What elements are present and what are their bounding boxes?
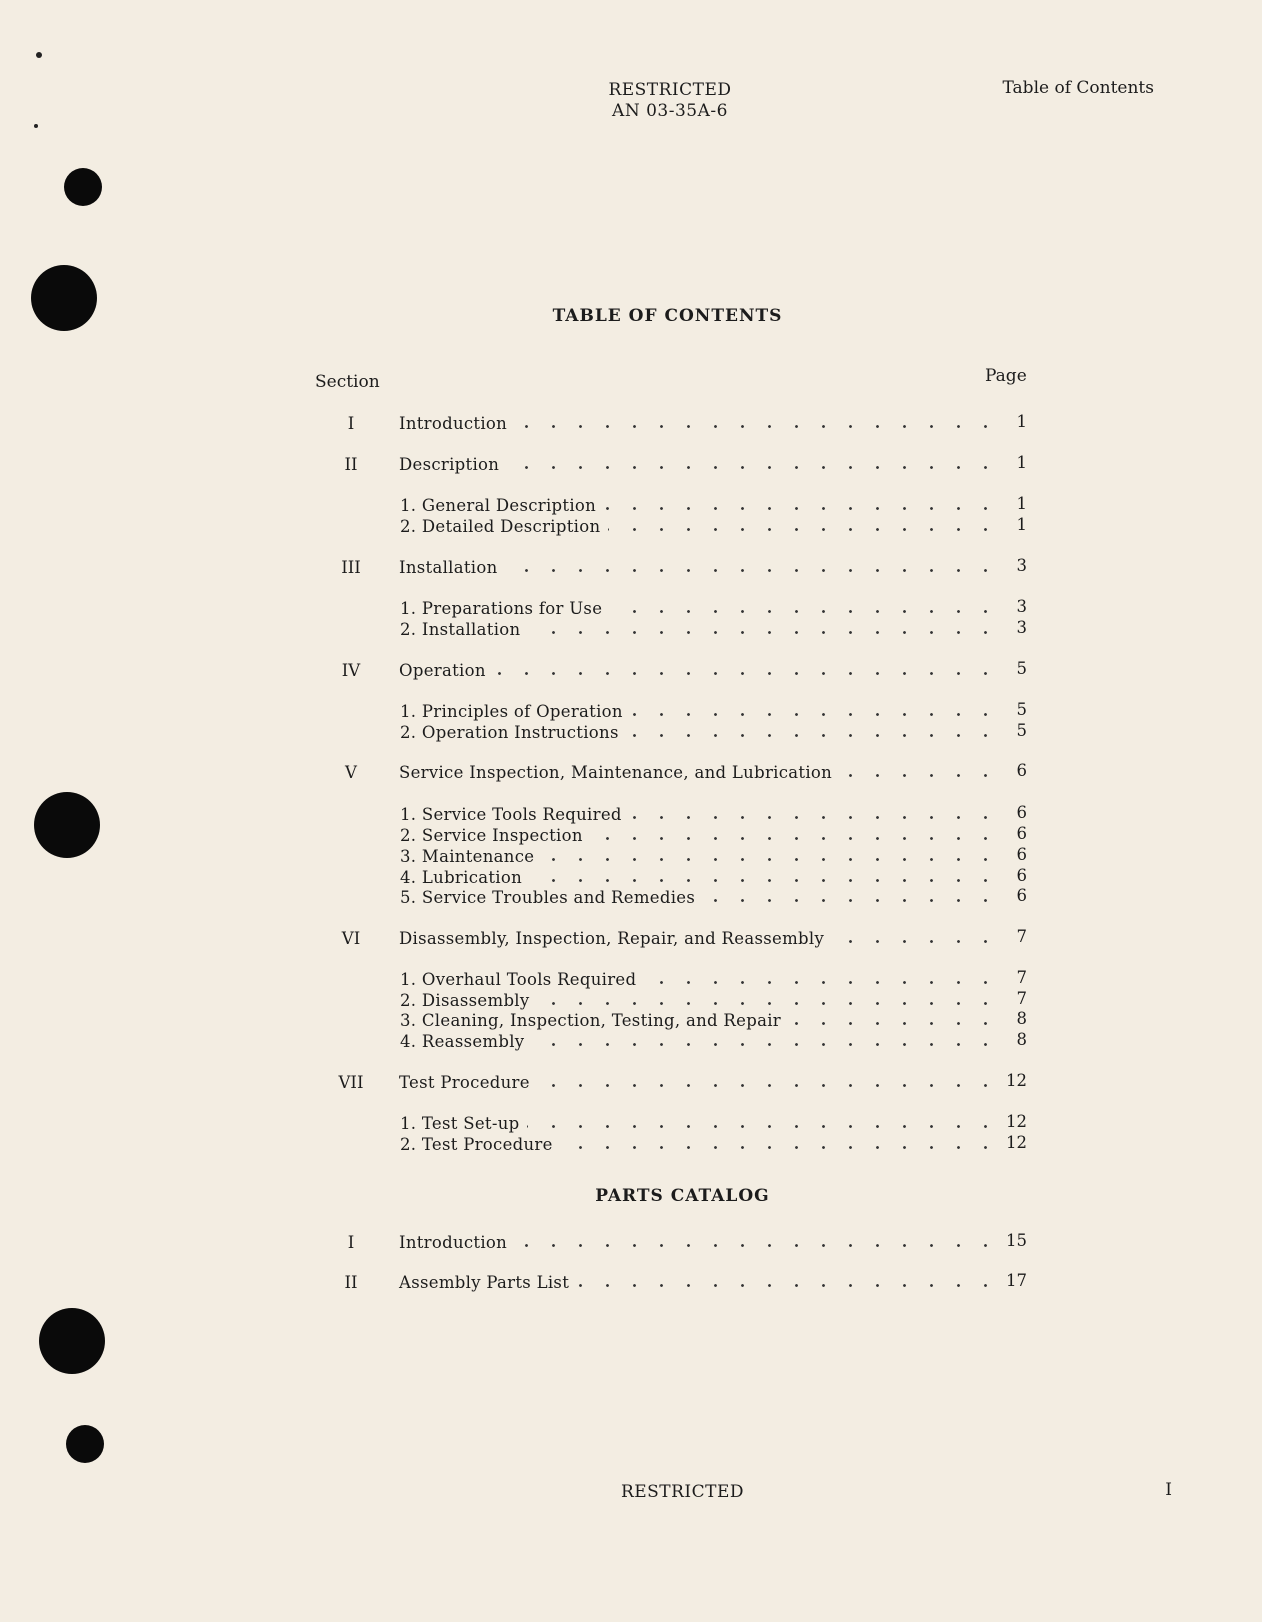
page-number: 6 (999, 845, 1027, 864)
dot-leader (840, 774, 999, 777)
toc-entry (315, 1233, 1027, 1255)
toc-subentry (315, 1032, 1027, 1054)
binder-hole (64, 168, 102, 206)
footer-page-number: I (1165, 1480, 1172, 1500)
dot-leader (507, 466, 999, 469)
entry-label: Disassembly, Inspection, Repair, and Reassembly (399, 929, 828, 948)
entry-label: Introduction (399, 414, 511, 433)
toc-entry (315, 661, 1027, 683)
entry-label: Assembly Parts List (399, 1273, 573, 1292)
toc-entry (315, 763, 1027, 785)
entry-label: 3. Maintenance (400, 847, 538, 866)
entry-label: 1. Overhaul Tools Required (400, 970, 640, 989)
entry-label: Installation (399, 558, 502, 577)
toc-subentry (315, 1011, 1027, 1033)
dot-leader (538, 1002, 999, 1005)
dot-leader (532, 1043, 999, 1046)
page-number: 1 (999, 515, 1027, 534)
page-number: 6 (999, 886, 1027, 905)
page-number: 3 (999, 556, 1027, 575)
section-number: IV (341, 661, 361, 680)
dot-leader (591, 837, 999, 840)
dot-leader (561, 1146, 999, 1149)
toc-title: TABLE OF CONTENTS (552, 306, 783, 326)
page-number: 7 (999, 989, 1027, 1008)
entry-label: Description (399, 455, 503, 474)
binder-hole (39, 1308, 105, 1374)
entry-label: 2. Detailed Description (400, 517, 604, 536)
entry-label: 4. Lubrication (400, 868, 526, 887)
entry-label: 1. Preparations for Use (400, 599, 606, 618)
toc-subentry (315, 1135, 1027, 1157)
dot-leader (627, 734, 999, 737)
page-number: 8 (999, 1030, 1027, 1049)
dot-leader (630, 816, 999, 819)
entry-label: 2. Installation (400, 620, 524, 639)
toc-subentry (315, 868, 1027, 890)
entry-label: 1. Service Tools Required (400, 805, 626, 824)
page-number: 15 (999, 1231, 1027, 1250)
toc-subentry (315, 702, 1027, 724)
toc-subentry (315, 517, 1027, 539)
parts-catalog-title: PARTS CATALOG (595, 1186, 770, 1206)
dot-leader (542, 858, 999, 861)
dot-leader (506, 569, 999, 572)
dot-leader (515, 425, 999, 428)
dot-leader (832, 940, 999, 943)
page-number: 17 (999, 1271, 1027, 1290)
section-number: II (344, 1273, 358, 1292)
entry-label: 2. Service Inspection (400, 826, 587, 845)
toc-subentry (315, 620, 1027, 642)
page-number: 6 (999, 824, 1027, 843)
section-number: I (347, 1233, 355, 1252)
page-number: 5 (999, 721, 1027, 740)
section-number: VII (338, 1073, 364, 1092)
dot-leader (703, 899, 999, 902)
toc-subentry (315, 888, 1027, 910)
entry-label: 1. General Description (400, 496, 600, 515)
page-number: 5 (999, 659, 1027, 678)
binder-hole (66, 1425, 104, 1463)
section-number: II (344, 455, 358, 474)
page-number: 12 (999, 1133, 1027, 1152)
toc-subentry (315, 496, 1027, 518)
toc-entry (315, 1073, 1027, 1095)
dot-leader (631, 713, 999, 716)
header-classification: RESTRICTED (608, 80, 732, 100)
dot-leader (515, 1244, 999, 1247)
entry-label: 1. Test Set-up (400, 1114, 523, 1133)
page-number: 7 (999, 927, 1027, 946)
section-number: I (347, 414, 355, 433)
page-number: 1 (999, 494, 1027, 513)
dot-leader (608, 528, 999, 531)
section-number: VI (341, 929, 361, 948)
page-number: 12 (999, 1071, 1027, 1090)
toc-subentry (315, 1114, 1027, 1136)
toc-subentry (315, 970, 1027, 992)
page-number: 8 (999, 1009, 1027, 1028)
page-number: 6 (999, 803, 1027, 822)
toc-entry (315, 414, 1027, 436)
toc-entry (315, 455, 1027, 477)
page-number: 7 (999, 968, 1027, 987)
page-number: 3 (999, 618, 1027, 637)
page-header (560, 80, 780, 122)
entry-label: Test Procedure (399, 1073, 534, 1092)
section-number: III (341, 558, 361, 577)
section-number: V (345, 763, 357, 782)
header-running-title: Table of Contents (1002, 78, 1154, 98)
entry-label: 1. Principles of Operation (400, 702, 627, 721)
col-header-page: Page (985, 366, 1027, 386)
col-header-section: Section (315, 372, 380, 392)
toc-entry (315, 558, 1027, 580)
page-number: 1 (999, 412, 1027, 431)
dot-leader (530, 879, 999, 882)
dot-leader (789, 1022, 999, 1025)
entry-label: 4. Reassembly (400, 1032, 528, 1051)
dot-leader (528, 631, 999, 634)
dot-leader (604, 507, 999, 510)
entry-label: 2. Disassembly (400, 991, 534, 1010)
page-number: 5 (999, 700, 1027, 719)
entry-label: 3. Cleaning, Inspection, Testing, and Repair (400, 1011, 785, 1030)
footer-classification: RESTRICTED (620, 1482, 745, 1502)
header-doc-number: AN 03-35A-6 (612, 101, 728, 121)
entry-label: 2. Operation Instructions (400, 723, 623, 742)
toc-subentry (315, 991, 1027, 1013)
page-number: 3 (999, 597, 1027, 616)
dot-leader (538, 1084, 999, 1087)
entry-label: Introduction (399, 1233, 511, 1252)
paper-speck (36, 52, 42, 58)
page-number: 12 (999, 1112, 1027, 1131)
entry-label: Operation (399, 661, 490, 680)
dot-leader (610, 610, 999, 613)
page-number: 6 (999, 866, 1027, 885)
page-number: 1 (999, 453, 1027, 472)
dot-leader (494, 672, 999, 675)
dot-leader (644, 981, 999, 984)
entry-label: Service Inspection, Maintenance, and Lubrication (399, 763, 836, 782)
toc-subentry (315, 847, 1027, 869)
dot-leader (527, 1125, 999, 1128)
paper-speck (34, 124, 38, 128)
binder-hole (34, 792, 100, 858)
toc-subentry (315, 805, 1027, 827)
toc-subentry (315, 599, 1027, 621)
toc-subentry (315, 826, 1027, 848)
entry-label: 2. Test Procedure (400, 1135, 557, 1154)
dot-leader (577, 1284, 999, 1287)
toc-subentry (315, 723, 1027, 745)
toc-entry (315, 1273, 1027, 1295)
page-number: 6 (999, 761, 1027, 780)
toc-entry (315, 929, 1027, 951)
entry-label: 5. Service Troubles and Remedies (400, 888, 699, 907)
